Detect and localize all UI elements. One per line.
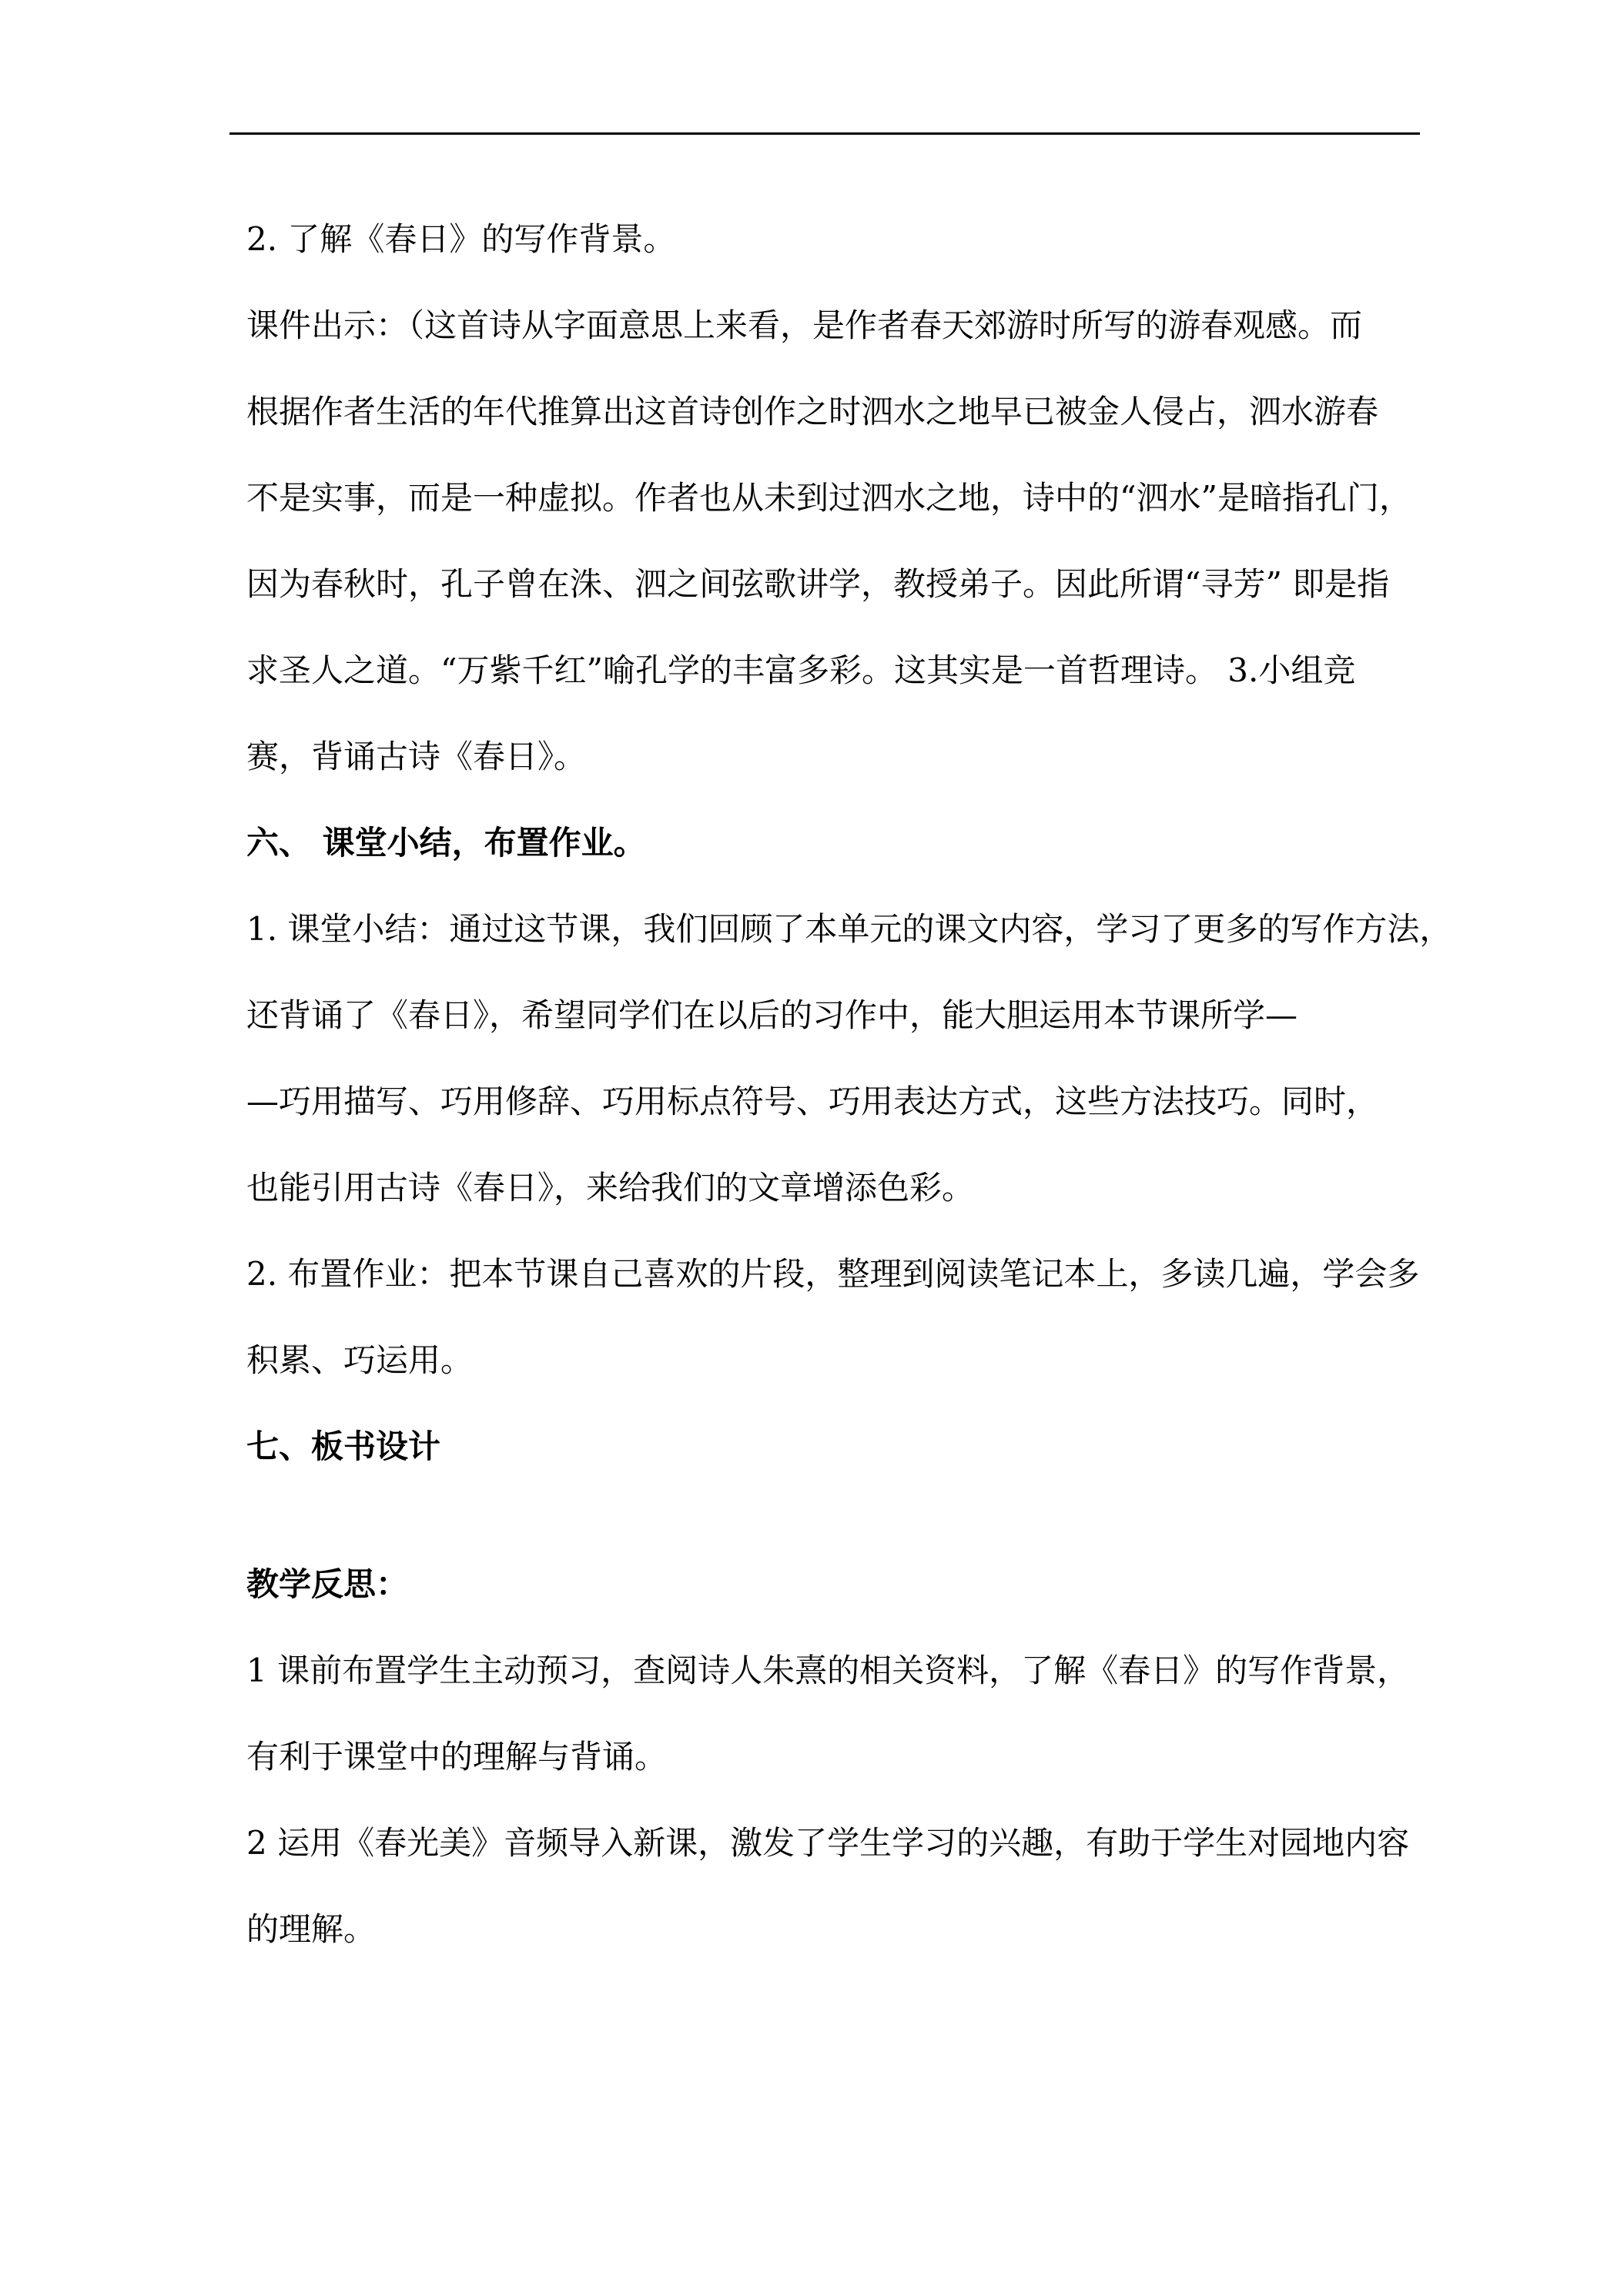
text-line: 积累、巧运用。 (246, 1341, 474, 1379)
text-line: 求圣人之道。“万紫千红”喻孔学的丰富多彩。这其实是一首哲理诗。 3.小组竞 (246, 651, 1356, 689)
text-line: 因为春秋时，孔子曾在洙、泗之间弦歌讲学，教授弟子。因此所谓“寻芳” 即是指 (246, 565, 1390, 603)
section-heading-board-design: 七、板书设计 (246, 1427, 441, 1465)
text-line: 2 运用《春光美》音频导入新课，激发了学生学习的兴趣，有助于学生对园地内容 (246, 1824, 1410, 1862)
text-line: 的理解。 (246, 1910, 377, 1948)
header-rule (229, 132, 1420, 135)
text-line-background-heading: 2. 了解《春日》的写作背景。 (246, 220, 676, 258)
text-line: 根据作者生活的年代推算出这首诗创作之时泗水之地早已被金人侵占，泗水游春 (246, 393, 1379, 430)
text-line: 还背诵了《春日》，希望同学们在以后的习作中，能大胆运用本节课所学— (246, 996, 1298, 1034)
text-line: —巧用描写、巧用修辞、巧用标点符号、巧用表达方式，这些方法技巧。同时， (246, 1083, 1379, 1120)
text-line: 也能引用古诗《春日》，来给我们的文章增添色彩。 (246, 1169, 975, 1207)
section-heading-summary: 六、 课堂小结，布置作业。 (246, 824, 646, 862)
text-line: 赛，背诵古诗《春日》。 (246, 738, 587, 775)
text-line: 1. 课堂小结：通过这节课，我们回顾了本单元的课文内容，学习了更多的写作方法， (246, 910, 1452, 948)
text-line: 2. 布置作业：把本节课自己喜欢的片段，整理到阅读笔记本上，多读几遍，学会多 (246, 1255, 1420, 1293)
text-line: 不是实事，而是一种虚拟。作者也从未到过泗水之地，诗中的“泗水”是暗指孔门， (246, 479, 1411, 517)
section-heading-reflection: 教学反思： (246, 1565, 409, 1603)
text-line: 有利于课堂中的理解与背诵。 (246, 1738, 668, 1776)
text-line: 1 课前布置学生主动预习，查阅诗人朱熹的相关资料，了解《春日》的写作背景， (246, 1652, 1410, 1689)
text-line: 课件出示：（这首诗从字面意思上来看，是作者春天郊游时所写的游春观感。而 (246, 306, 1363, 344)
